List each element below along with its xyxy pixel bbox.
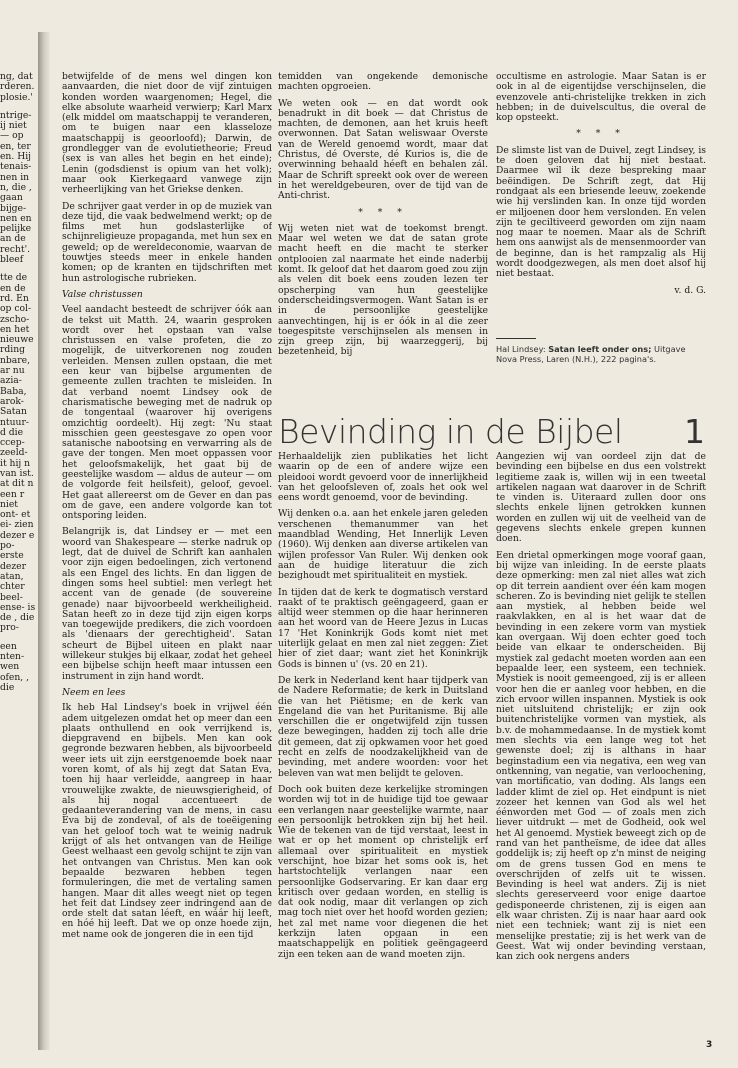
paragraph: De schrijver gaat verder in op de muziek van deze tijd, die vaak bedwelmend werkt; op de films met hun godslasterlijke of schijnreligieuze propaganda, met hun sex en geweld; op de wereldeconomie, waarvan de touwtjes steeds meer in enkele handen komen; op de kranten en tijdschriften met hun astrologische rubrieken. [62,200,272,284]
paragraph: betwijfelde of de mens wel dingen kon aanvaarden, die niet door de vijf zintuigen konden worden waargenomen; Hegel, die elke absolute waarheid verwierp; Karl Marx (elk middel om maatschappij te veranderen, om te buigen naar een klasseloze maatschappij is geoorloofd); Darwin, de grondlegger van de evolutietheorie; Freud (sex is van alles het begin en het einde); Lenin (godsdienst is opium van het volk); maar ook Kierkegaard vanwege zijn verheerlijking van het Griekse denken. [62,72,272,196]
paragraph: Ik heb Hal Lindsey's boek in vrijwel één adem uitgelezen omdat het op meer dan een plaats onthullend en ook verrijkend is, diepgravend en bijbels. Men kan ook gegronde bezwaren hebben, als bijvoorbeeld weer iets uit zijn eerstgenoemde boek naar voren komt, of als hij zegt dat Satan Eva, toen hij haar verleidde, aangreep in haar vrouwelijke zwakte, de nieuwsgierigheid, of als hij nogal accentueert de gedaanteverandering van de mens, in casu Eva bij de zondeval, of als de toeëigening van het geloof toch wat te weinig nadruk krijgt of als het ontvangen van de Heilige Geest welhaast een gevolg schijnt te zijn van het ontvangen van Christus. Men kan ook bepaalde bezwaren hebben tegen formuleringen, die met de vertaling samen hangen. Maar dit alles weegt niet op tegen het feit dat Lindsey zeer indringend aan de orde stelt dat satan léeft, en wáár hij leeft, en hóé hij leeft. Dat we op onze hoede zijn, met name ook de jongeren die in een tijd [62,702,272,940]
paragraph: Wij denken o.a. aan het enkele jaren geleden verschenen themanummer van het maandblad Wending, Het Innerlijk Leven (1960). Wij denken aan diverse artikelen van wijlen professor Van Ruler. Wij denken ook aan de huidige literatuur die zich bezighoudt met spiritualiteit en mystiek. [278,508,488,582]
paragraph: Een drietal opmerkingen moge vooraf gaan, bij wijze van inleiding. In de eerste plaats deze opmerking: men zal niet alles wat zich op dit terrein aandient over één kam mogen scheren. Zo is bevinding niet gelijk te stellen aan mystiek, al hebben beide wel raakvlakken, en al is het waar dat de bevinding in een zekere vorm van mystiek kan overgaan. Wij doen echter goed toch beide van elkaar te onderscheiden. Bij mystiek zal gedacht moeten worden aan een bepaalde leer, een systeem, een techniek. Mystiek is nooit gemeengoed, zij is er alleen voor hen die er aanleg voor hebben, en die zich ervoor willen inspannen. Mystiek is ook niet uitsluitend christelijk; er zijn ook buitenchristelijke vormen van mystiek, als b.v. de mohammedaanse. In de mystiek komt men slechts via een lange weg tot het gewenste doel; zij is althans in haar beginstadium een via negativa, een weg van ontkenning, van negatie, van verloochening, van mortificatio, van doding. Als langs een ladder klimt de ziel op. Het eindpunt is niet zozeer het kennen van God als wel het éénworden met God — of zoals men zich liever uitdrukt — met de Godheid, ook wel het Al genoemd. Mystiek beweegt zich op de rand van het pantheïsme, de idee dat alles goddelijk is; zij heeft op z'n minst de neiging om de grens tussen God en mens te overschrijden of zelfs uit te wissen. Bevinding is heel wat anders. Zij is niet slechts gereserveerd voor enige daartoe gedisponeerde christenen, zij is eigen aan elk waar christen. Zij is naar haar aard ook niet een techniek; want zij is niet een menselijke prestatie; zij is het werk van de Geest. Wat wij onder bevinding verstaan, kan zich ook nergens anders [496,549,706,963]
paragraph: We weten ook — en dat wordt ook benadrukt in dit boek — dat Christus de machten, de demonen, aan het kruis heeft overwonnen. Dat Satan weliswaar Overste van de Wereld genoemd wordt, maar dat Christus, dé Overste, dé Kurios is, die de overwinning behaald héeft en behalen zál. Maar de Schrift spreekt ook over de wereen in het wereldgebeuren, over de tijd van de Anti-christ. [278,97,488,202]
author-signature: v. d. G. [674,284,706,296]
subheading: Valse christussen [62,288,143,300]
section-divider: * * * [576,128,626,140]
subheading: Neem en lees [62,686,126,698]
paragraph: temidden van ongekende demonische machten opgroeien. [278,72,488,93]
paragraph: Doch ook buiten deze kerkelijke stromingen worden wij tot in de huidige tijd toe gewaar een verlangen naar geestelijke warmte, naar een persoonlijk betrokken zijn bij het heil. Wie de tekenen van de tijd verstaat, leest in wat er op het moment op christelijk erf allemaal over spiritualiteit en mystiek verschijnt, hoe bizar het soms ook is, het hartstochtelijk verlangen naar een persoonlijke Godservaring. Er kan daar erg kritisch over gedaan worden, en stellig is dat ook nodig, maar dit verlangen op zich mag toch niet over het hoofd worden gezien; het zal met name voor diegenen die het kerkzijn laten opgaan in een maatschappelijk en politiek geëngageerd zijn een teken aan de wand moeten zijn. [278,783,488,960]
column-4 [278,452,488,1032]
credit-details: Uitgave Nova Press, Laren (N.H.), 222 pagina's. [496,344,686,364]
paragraph: In tijden dat de kerk te dogmatisch verstard raakt of te praktisch geëngageerd, gaan er altijd weer stemmen op die haar herinneren aan het woord van de Heere Jezus in Lucas 17 'Het Koninkrijk Gods komt niet met uiterlijk gelaat en men zal niet zeggen: Ziet hier of ziet daar; want ziet het Koninkrijk Gods is binnen u' (vs. 20 en 21). [278,586,488,670]
paragraph: De kerk in Nederland kent haar tijdperk van de Nadere Reformatie; de kerk in Duitsland die van het Piëtisme; en de kerk van Engeland die van het Puritanisme. Bij alle verschillen die er ongetwijfeld zijn tussen deze bewegingen, hadden zij toch alle drie dit gemeen, dat zij opkwamen voor het goed recht en zelfs de noodzakelijkheid van de bevinding, met andere woorden: voor het beleven van wat men belijdt te geloven. [278,674,488,779]
fragment-text: een nten- wen ofen, , die [0,640,30,693]
article-title: Bevinding in de Bijbel [278,412,623,451]
paragraph: Aangezien wij van oordeel zijn dat de bevinding een bijbelse en dus een volstrekt legitieme zaak is, willen wij in een tweetal artikelen nagaan wat daarover in de Schrift te vinden is. Uiteraard zullen door ons slechts enkele lijnen getrokken kunnen worden en zullen wij uit de veelheid van de gegevens slechts enkele grepen kunnen doen. [496,452,706,545]
column-2 [278,72,488,362]
paragraph: Veel aandacht besteedt de schrijver óók aan de tekst uit Matth. 24, waarin gesproken wordt over het opstaan van valse christussen en valse profeten, die zo mogelijk, de uitverkorenen nog zouden verleiden. Mensen zullen opstaan, die met een keur van bijbelse argumenten de gemeente zullen trachten te misleiden. In dat verband noemt Lindsey ook de charismatische beweging met de nadruk op de tongentaal (waarover hij overigens omzichtig oordeelt). Hij zegt: 'Nu staat misschien geen geestesgave zo open voor satanische nabootsing en verwarring als de gave der tongen. Men moet oppassen voor het geloofsmakelijk, het gaat bij de geestelijke wasdom — aldus de auteur — om de volgorde feit heilsfeit), geloof, gevoel. Het gaat allereerst om de Gever en dan pas om de gave, een andere volgorde kan tot ontsporing leiden. [62,304,272,522]
column-5 [496,452,706,1032]
section-divider: * * * [358,206,408,218]
page-gutter [38,32,50,1050]
column-3 [496,72,706,342]
fragment-text: tte de en de rd. En op col- zscho- en het nieuwe rding nbare, ar nu azia- Baba, arok- Satan ntuur- d die ccep- zeeld- it hij n van ist. at dit n een r niet ont- et ei- zien dezer e po- erste dezer atan, chter beel- ense- is de , die pro- [0,272,36,634]
article-part-number: 1 [684,412,705,451]
book-credit [496,344,708,364]
paragraph: Herhaaldelijk zien publikaties het licht waarin op de een of andere wijze een pleidooi wordt gevoerd voor de innerlijkheid van het geloofsleven of, zoals het ook wel eens wordt genoemd, voor de bevinding. [278,452,488,504]
paragraph: occultisme en astrologie. Maar Satan is er ook in al de eigentijdse verschijnselen, die evenzovele anti-christelijke trekken in zich hebben; in de duivelscultus, die overal de kop opsteekt. [496,72,706,124]
credit-rule [496,338,536,339]
paragraph: Belangrijk is, dat Lindsey er — met een woord van Shakespeare — sterke nadruk op legt, dat de duivel de Schrift kan aanhalen voor zijn eigen bedoelingen, zich vertonend als een Engel des lichts. En dan liggen de dingen soms heel subtiel: men verlegt het accent van de genade (de souvereine genade) naar bijvoorbeeld werkheiligheid. Satan heeft zo in deze tijd zijn eigen korps van toegewijde predikers, die zich voordoen als 'dienaars der gerechtigheid'. Satan scheurt de Bijbel uiteen en plakt naar willekeur stukjes bij elkaar, zodat het geheel een bijbelse schijn heeft maar intussen een instrument in zijn hand wordt. [62,526,272,682]
fragment-text: ng, dat rderen. plosie.' [0,72,35,103]
previous-page-fragment [0,72,36,701]
paragraph: De slimste list van de Duivel, zegt Lindsey, is te doen geloven dat hij niet bestaat. Daarmee wil ik deze bespreking maar beëindigen. De Schrift zegt, dat Hij rondgaat als een briesende leeuw, zoekende wie hij verslinden kan. In onze tijd worden er miljoenen door hem verslonden. En velen zijn te geciltiveerd geworden om zijn naam nog maar te noemen. Maar als de Schrift hem ons aanwijst als de mensenmoorder van de beginne, dan is het rampzalig als Hij wordt doodgezwegen, als men doet alsof hij niet bestaat. [496,144,706,280]
column-1 [62,72,272,1032]
paragraph: Wij weten niet wat de toekomst brengt. Maar wel weten we dat de satan grote macht heeft en die macht te sterker ontplooien zal naarmate het einde naderbij komt. Ik geloof dat het daarom goed zou zijn als velen dit boek eens zouden lezen ter opscherping van hun geestelijke onderscheidingsvermogen. Want Satan is er in de persoonlijke geestelijke aanvechtingen, hij is er óók in al die zeer toegespitste verschijnselen als mensen in zijn greep zijn, bij waarzeggerij, bij bezetenheid, bij [278,222,488,358]
fragment-text: ntrige- ij niet — op en, ter en. Hij tenais- nen in n, die , gaan bijge- nen en pelijke an de recht'. bleef [0,109,32,266]
credit-author: Hal Lindsey: [496,344,546,354]
page-number: 3 [706,1040,713,1050]
credit-title: Satan leeft onder ons; [548,344,652,354]
